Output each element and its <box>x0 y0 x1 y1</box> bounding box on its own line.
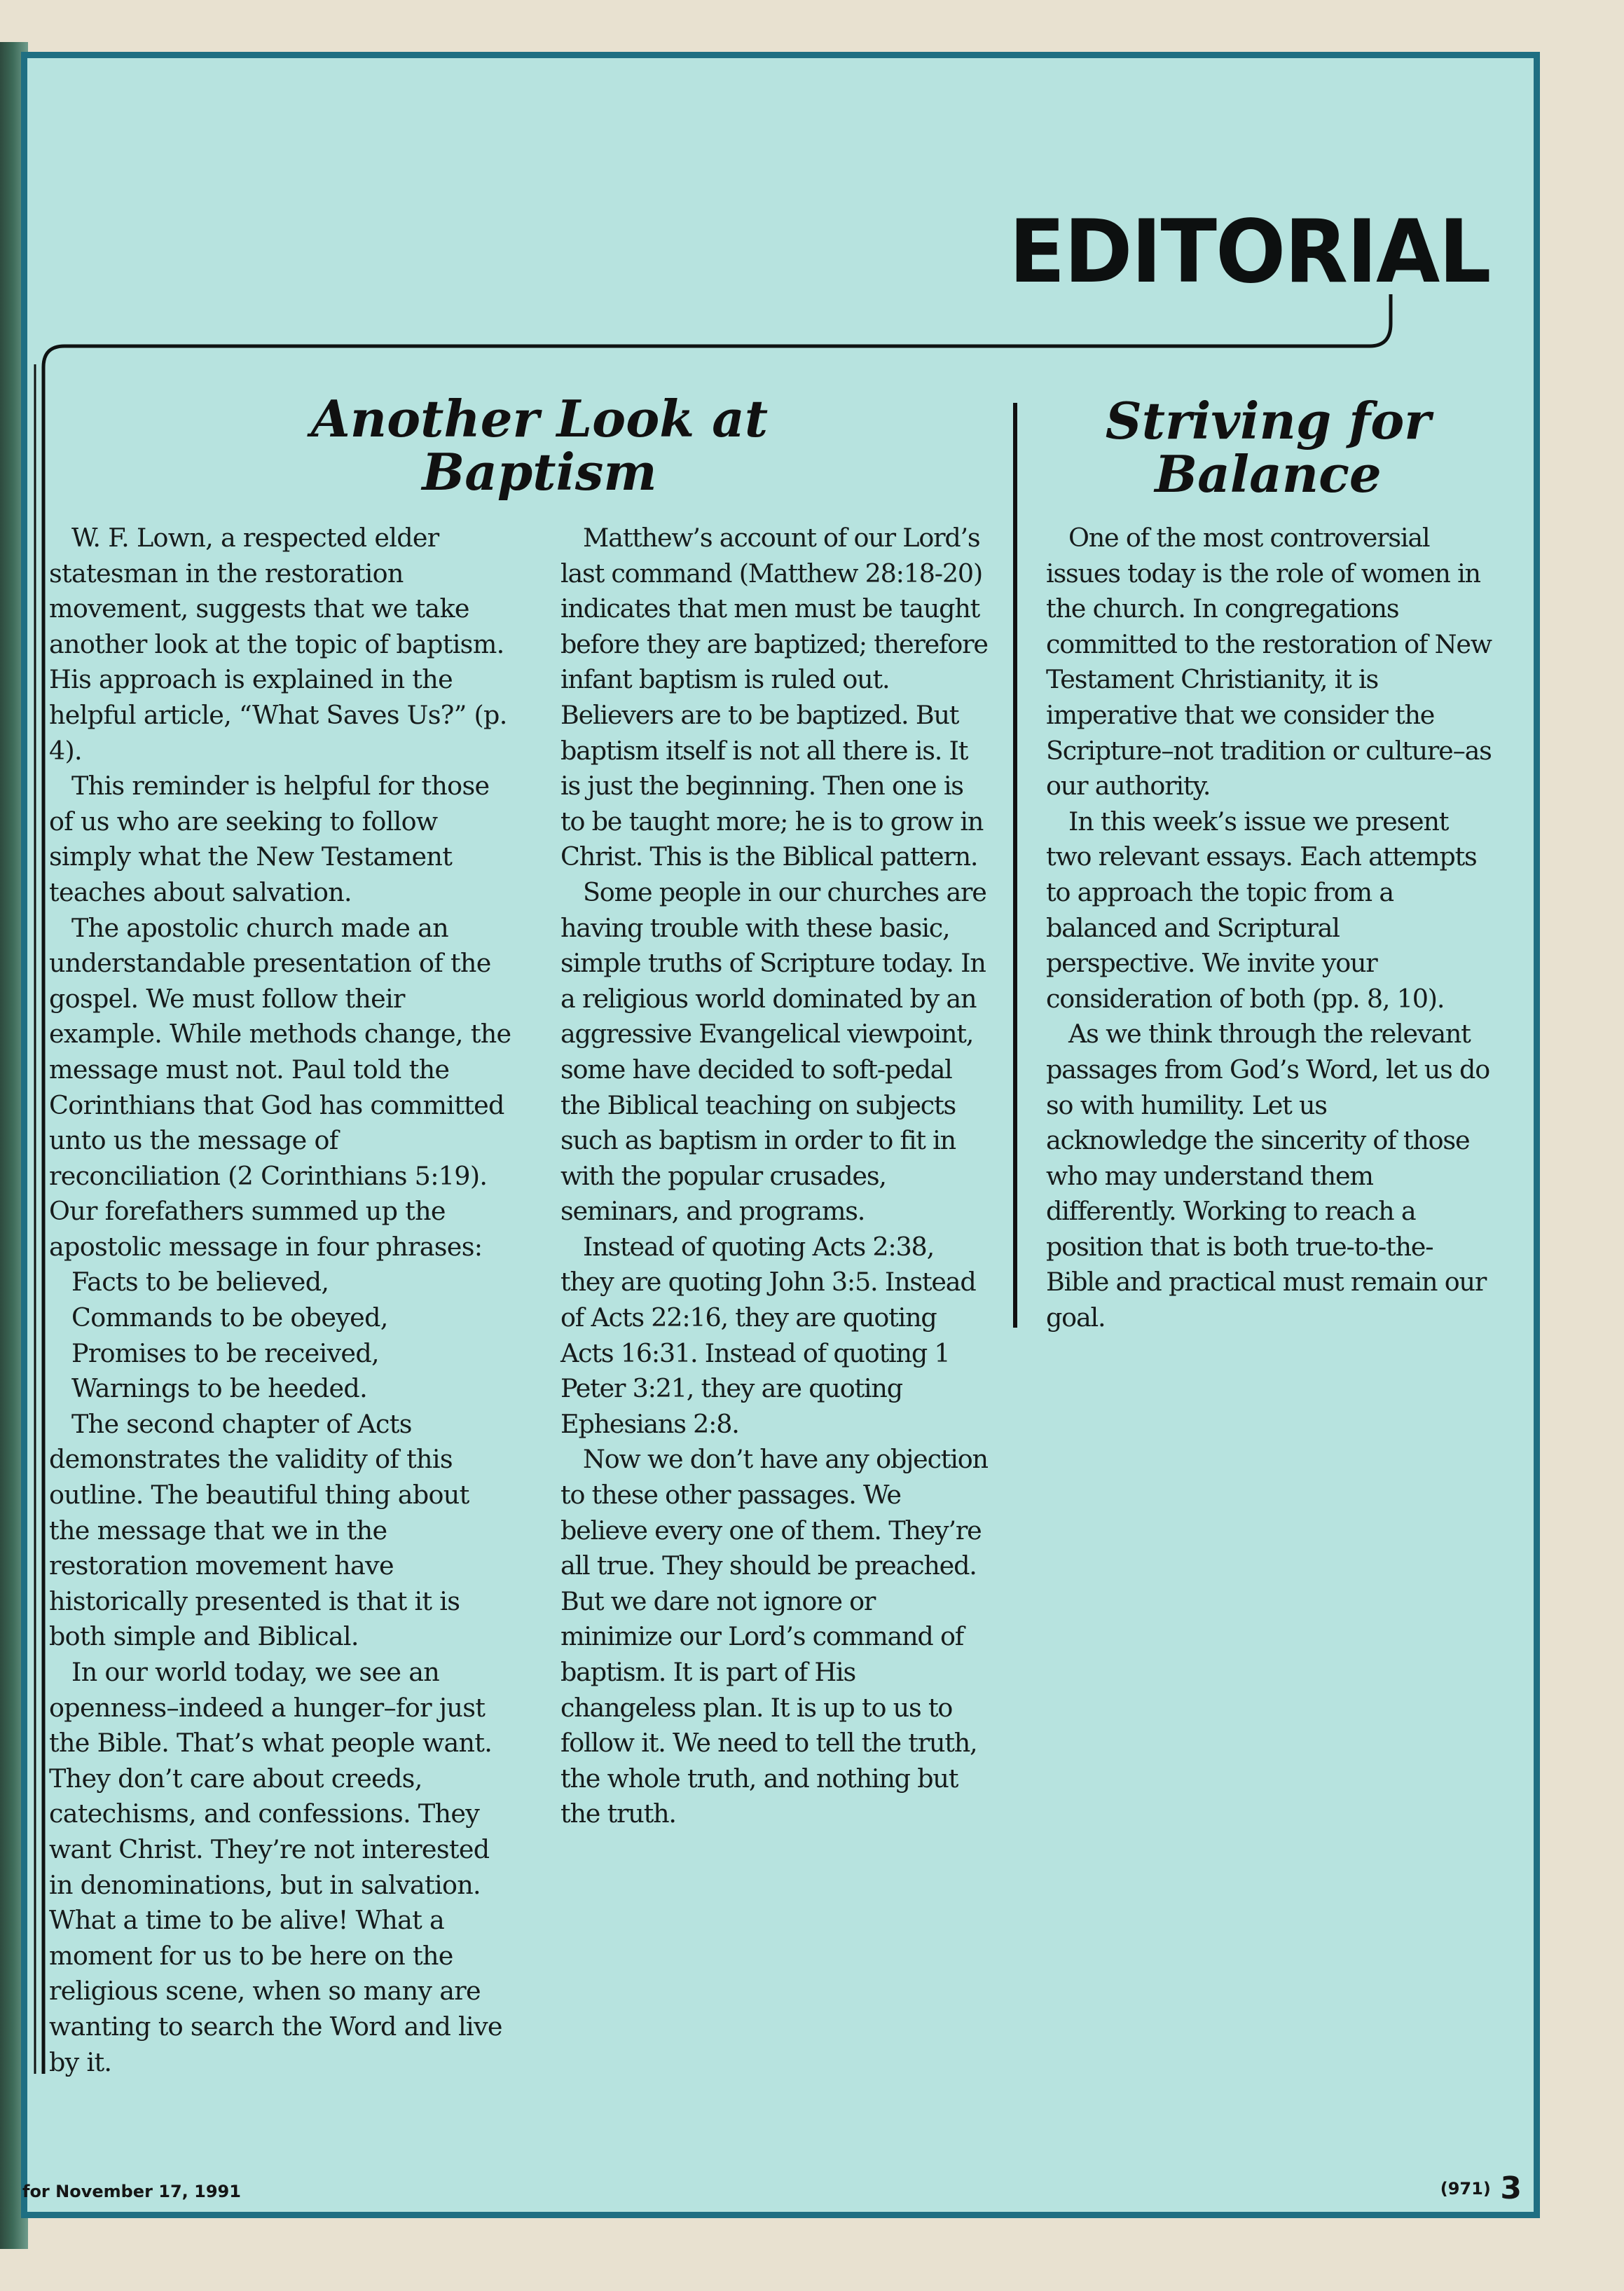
article2-column <box>1046 521 1494 1336</box>
article1-column-2 <box>560 521 988 1832</box>
phrase-item: Promises to be received, <box>71 1337 379 1368</box>
article1-paragraph: Matthew’s account of our Lord’s last command (Matthew 28:18-20) indicates that men must be taught before they are baptized; therefore infant baptism is ruled out. Believers are to be baptized. But baptism itself is not all there is. It is just the beginning. Then one is to be taught more; he is to grow in Christ. This is the Biblical pattern. <box>560 523 988 872</box>
masthead-editorial: EDITORIAL <box>1009 200 1490 303</box>
article1-paragraph: W. F. Lown, a respected elder statesman in the restoration movement, suggests that we take another look at the topic of baptism. His approach is explained in the helpful article, “What Saves Us?” (p. 4). <box>49 523 507 766</box>
article1-title-line2: Baptism <box>422 442 657 502</box>
article2-title-line2: Balance <box>1155 444 1382 504</box>
article1-title-line1: Another Look at <box>310 389 769 448</box>
article2-paragraph: In this week’s issue we present two relevant essays. Each attempts to approach the topic from a balanced and Scriptural perspective. We invite your consideration of both (pp. 8, 10). <box>1046 806 1477 1014</box>
article1-paragraph: Instead of quoting Acts 2:38, they are quoting John 3:5. Instead of Acts 22:16, they are quoting Acts 16:31. Instead of quoting 1 Peter 3:21, they are quoting Ephesians 2:8. <box>560 1231 976 1439</box>
article1-paragraph: In our world today, we see an openness–indeed a hunger–for just the Bible. That’s what people want. They don’t care about creeds, catechisms, and confessions. They want Christ. They’re not interested in denominations, but in salvation. What a time to be alive! What a moment for us to be here on the religious scene, when so many are wanting to search the Word and live by it. <box>49 1657 502 2077</box>
article2-paragraph: As we think through the relevant passages from God’s Word, let us do so with humility. Let us acknowledge the sincerity of those who may understand them differently. Working to reach a position that is both true-to-the-Bible and practical must remain our goal. <box>1046 1019 1489 1333</box>
article2-paragraph: One of the most controversial issues today is the role of women in the church. In congregations committed to the restoration of New Testament Christianity, it is imperative that we consider the Scripture–not tradition or culture–as our authority. <box>1046 523 1492 801</box>
article1-paragraph: This reminder is helpful for those of us who are seeking to follow simply what the New Testament teaches about salvation. <box>49 771 490 907</box>
article1-paragraph: Some people in our churches are having trouble with these basic, simple truths of Scripture today. In a religious world dominated by an aggressive Evangelical viewpoint, some have decided to soft-pedal the Biblical teaching on subjects such as baptism in order to fit in with the popular crusades, seminars, and programs. <box>560 876 986 1227</box>
article1-column-1 <box>49 521 511 2080</box>
footer-page-info <box>1440 2170 1522 2206</box>
footer-date: for November 17, 1991 <box>22 2182 241 2201</box>
phrase-item: Warnings to be heeded. <box>71 1373 367 1404</box>
article2-title <box>1044 391 1492 504</box>
page-number: 3 <box>1500 2170 1522 2206</box>
article1-title <box>224 389 855 502</box>
phrase-item: Commands to be obeyed, <box>71 1302 388 1333</box>
article2-title-line1: Striving for <box>1105 391 1431 450</box>
phrase-item: Facts to be believed, <box>71 1267 329 1298</box>
article1-paragraph: Now we don’t have any objection to these other passages. We believe every one of them. They’re all true. They should be preached. But we dare not ignore or minimize our Lord’s command of baptism. It is part of His changeless plan. It is up to us to follow it. We need to tell the truth, the whole truth, and nothing but the truth. <box>560 1444 988 1829</box>
article1-paragraph: The second chapter of Acts demonstrates the validity of this outline. The beautiful thing about the message that we in the restoration movement have historically presented is that it is both simple and Biblical. <box>49 1408 469 1652</box>
column-divider <box>1013 403 1017 1328</box>
four-phrases-list <box>49 1265 511 1406</box>
article1-paragraph: The apostolic church made an understandable presentation of the gospel. We must follow their example. While methods change, the message must not. Paul told the Corinthians that God has committed unto us the message of reconciliation (2 Corinthians 5:19). Our forefathers summed up the apostolic message in four phrases: <box>49 912 511 1262</box>
issue-number: (971) <box>1440 2178 1491 2199</box>
